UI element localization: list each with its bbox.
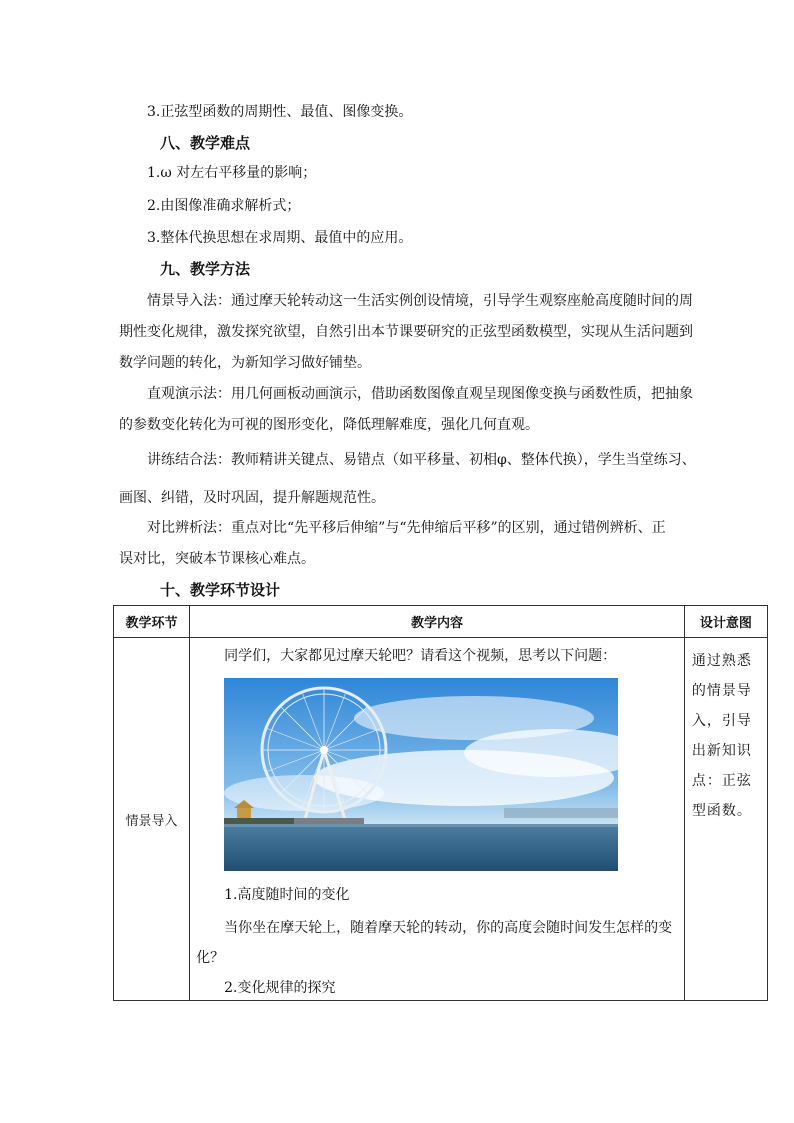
table-row <box>114 638 768 1001</box>
content-cell <box>190 638 685 1001</box>
question-2-title: 2.变化规律的探究 <box>224 980 336 996</box>
method-1-line-1: 情景导入法：通过摩天轮转动这一生活实例创设情境，引导学生观察座舱高度随时间的周 <box>147 293 693 309</box>
header-intent: 设计意图 <box>684 606 767 638</box>
item-3: 3.正弦型函数的周期性、最值、图像变换。 <box>147 104 413 120</box>
difficulty-3: 3.整体代换思想在求周期、最值中的应用。 <box>147 230 413 246</box>
section-heading-9: 九、教学方法 <box>160 260 251 278</box>
table-header-row <box>114 606 768 638</box>
teaching-design-table <box>113 605 768 1001</box>
intro-text: 同学们，大家都见过摩天轮吧？请看这个视频，思考以下问题： <box>224 648 617 664</box>
question-1-line-2: 化？ <box>196 950 225 966</box>
method-3-line-1: 讲练结合法：教师精讲关键点、易错点（如平移量、初相φ、整体代换），学生当堂练习、 <box>147 452 696 468</box>
question-1-line-1: 当你坐在摩天轮上，随着摩天轮的转动，你的高度会随时间发生怎样的变 <box>224 920 673 936</box>
question-1-title: 1.高度随时间的变化 <box>224 887 350 903</box>
header-stage: 教学环节 <box>114 606 190 638</box>
header-content: 教学内容 <box>190 606 685 638</box>
ferris-wheel-photo <box>224 678 618 871</box>
method-2-line-2: 的参数变化转化为可视的图形变化，降低理解难度，强化几何直观。 <box>119 417 539 433</box>
difficulty-2: 2.由图像准确求解析式； <box>147 198 301 214</box>
section-heading-10: 十、教学环节设计 <box>160 581 281 599</box>
intent-cell: 通过熟悉的情景导入，引导出新知识点：正弦型函数。 <box>684 638 767 1001</box>
method-4-line-1: 对比辨析法：重点对比“先平移后伸缩”与“先伸缩后平移”的区别，通过错例辨析、正 <box>147 520 666 536</box>
method-2-line-1: 直观演示法：用几何画板动画演示，借助函数图像直观呈现图像变换与函数性质，把抽象 <box>147 386 693 402</box>
method-4-line-2: 误对比，突破本节课核心难点。 <box>119 551 315 567</box>
method-3-line-2: 画图、纠错，及时巩固，提升解题规范性。 <box>119 490 385 506</box>
section-heading-8: 八、教学难点 <box>160 134 251 152</box>
difficulty-1: 1.ω 对左右平移量的影响； <box>147 165 317 181</box>
method-1-line-3: 数学问题的转化，为新知学习做好铺垫。 <box>119 355 371 371</box>
stage-cell: 情景导入 <box>114 638 190 1001</box>
method-1-line-2: 期性变化规律，激发探究欲望，自然引出本节课要研究的正弦型函数模型，实现从生活问题到 <box>119 324 693 340</box>
